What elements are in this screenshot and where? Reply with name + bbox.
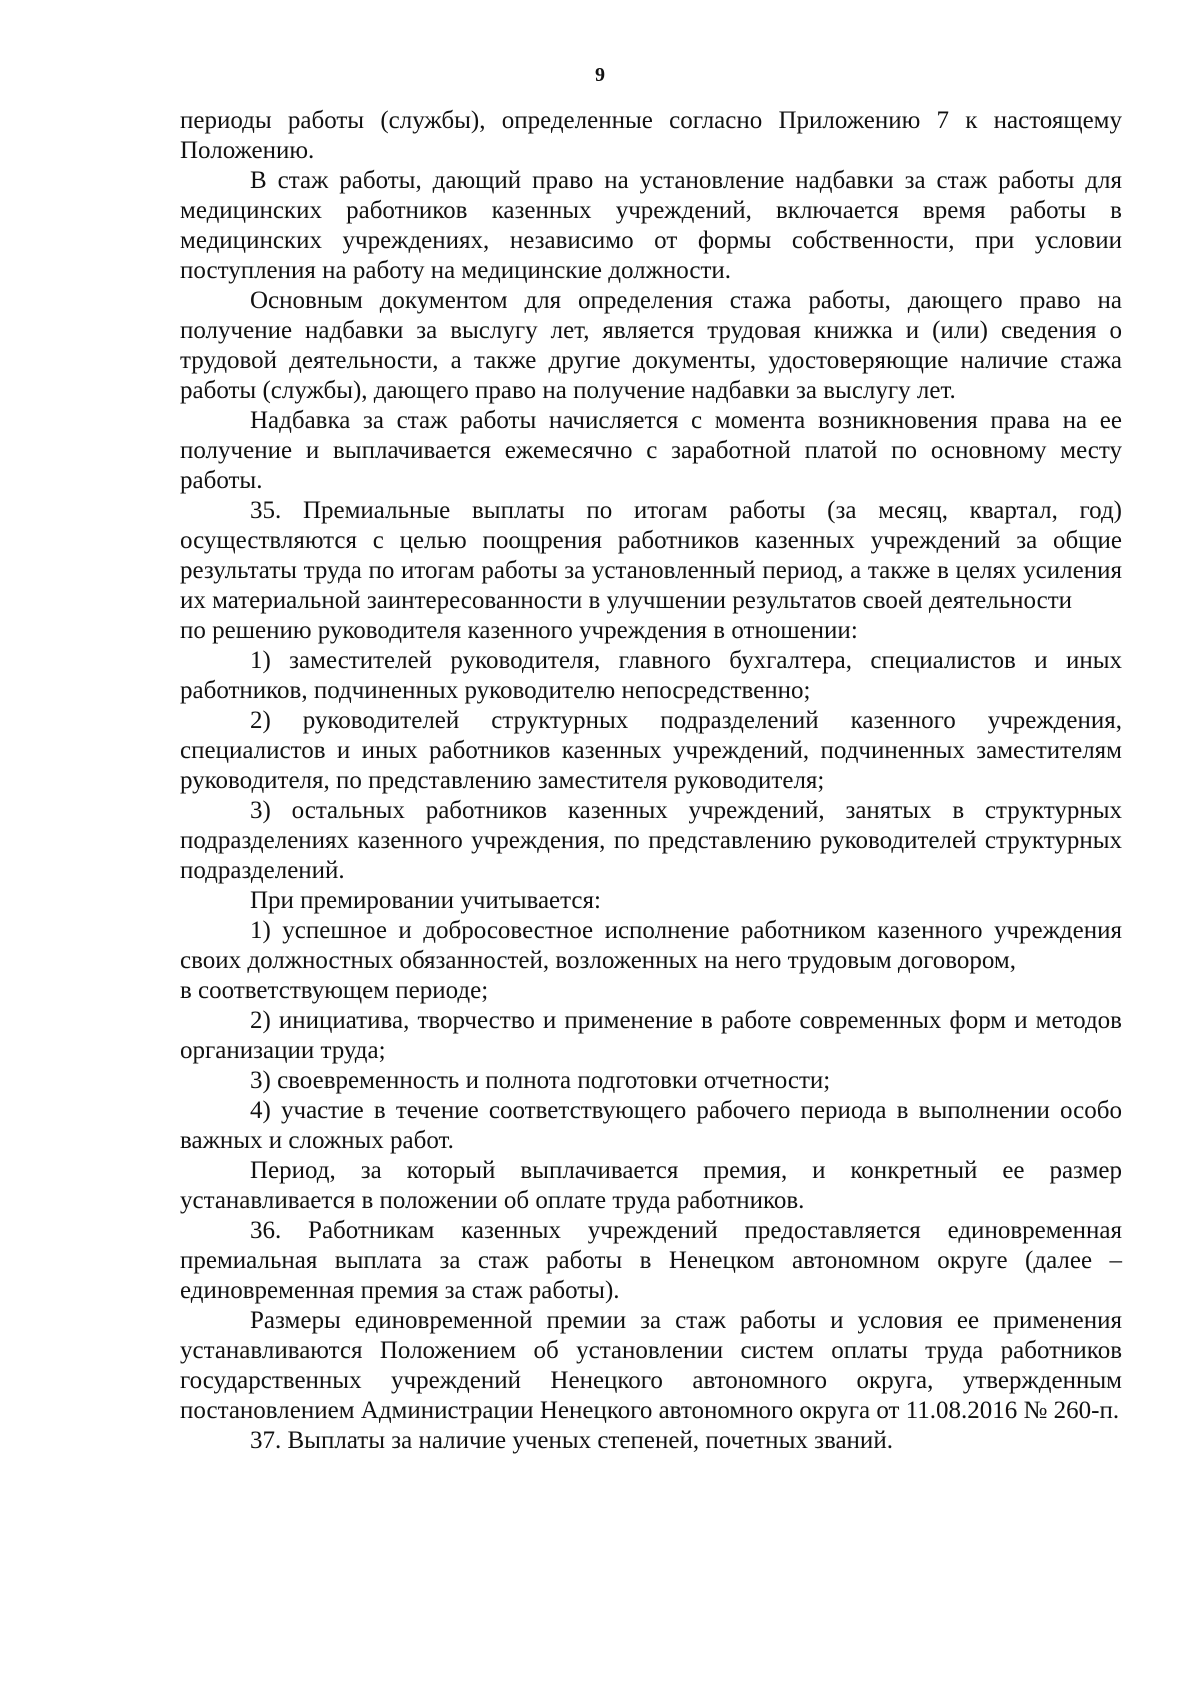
page-number: 9 xyxy=(595,64,605,86)
paragraph: 35. Премиальные выплаты по итогам работы (за месяц, квартал, год) осуществляются с целью поощрения работников казенных учреждений за общие результаты труда по итогам работы за установленный период, а также в целях усиления их материальной заинтересованности в улучшении результатов своей деятельности xyxy=(180,497,1122,614)
paragraph: периоды работы (службы), определенные согласно Приложению 7 к настоящему Положению. xyxy=(180,107,1122,164)
paragraph: Период, за который выплачивается премия, и конкретный ее размер устанавливается в положении об оплате труда работников. xyxy=(180,1157,1122,1214)
paragraph: 2) инициатива, творчество и применение в работе современных форм и методов организации труда; xyxy=(180,1007,1122,1064)
paragraph: 36. Работникам казенных учреждений предоставляется единовременная премиальная выплата за стаж работы в Ненецком автономном округе (далее – единовременная премия за стаж работы). xyxy=(180,1217,1122,1304)
paragraph: 1) успешное и добросовестное исполнение работником казенного учреждения своих должностных обязанностей, возложенных на него трудовым договором, xyxy=(180,917,1122,974)
paragraph: 1) заместителей руководителя, главного бухгалтера, специалистов и иных работников, подчиненных руководителю непосредственно; xyxy=(180,647,1122,704)
paragraph: При премировании учитывается: xyxy=(250,887,601,914)
paragraph: 3) своевременность и полнота подготовки отчетности; xyxy=(250,1067,831,1094)
paragraph: Надбавка за стаж работы начисляется с момента возникновения права на ее получение и выплачивается ежемесячно с заработной платой по основному месту работы. xyxy=(180,407,1122,494)
paragraph: Размеры единовременной премии за стаж работы и условия ее применения устанавливаются Положением об установлении систем оплаты труда работников государственных учреждений Ненецкого автономного округа, утвержденным постановлением Администрации Ненецкого автономного округа от 11.08.2016 № 260-п. xyxy=(180,1307,1122,1424)
paragraph: 4) участие в течение соответствующего рабочего периода в выполнении особо важных и сложных работ. xyxy=(180,1097,1122,1154)
paragraph: 3) остальных работников казенных учреждений, занятых в структурных подразделениях казенного учреждения, по представлению руководителей структурных подразделений. xyxy=(180,797,1122,884)
document-body xyxy=(180,106,1122,1456)
paragraph: В стаж работы, дающий право на установление надбавки за стаж работы для медицинских работников казенных учреждений, включается время работы в медицинских учреждениях, независимо от формы собственности, при условии поступления на работу на медицинские должности. xyxy=(180,167,1122,284)
paragraph: Основным документом для определения стажа работы, дающего право на получение надбавки за выслугу лет, является трудовая книжка и (или) сведения о трудовой деятельности, а также другие документы, удостоверяющие наличие стажа работы (службы), дающего право на получение надбавки за выслугу лет. xyxy=(180,287,1122,404)
paragraph: 2) руководителей структурных подразделений казенного учреждения, специалистов и иных работников казенных учреждений, подчиненных заместителям руководителя, по представлению заместителя руководителя; xyxy=(180,707,1122,794)
paragraph: 37. Выплаты за наличие ученых степеней, почетных званий. xyxy=(250,1427,893,1454)
paragraph: по решению руководителя казенного учреждения в отношении: xyxy=(180,617,858,644)
paragraph: в соответствующем периоде; xyxy=(180,977,489,1004)
